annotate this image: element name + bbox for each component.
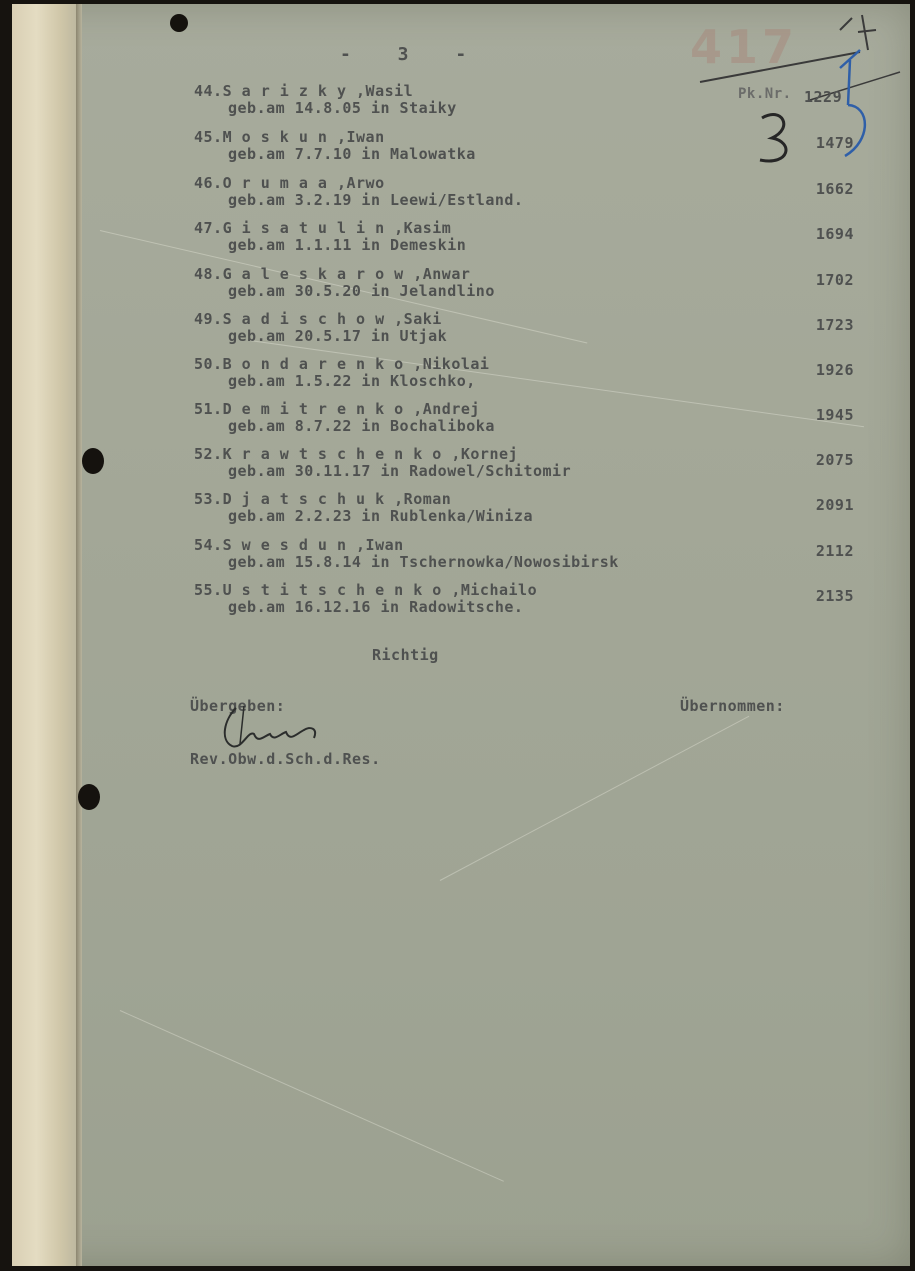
entry-birth: geb.am 15.8.14 in Tschernowka/Nowosibirsk: [228, 553, 619, 571]
entry-index-name: 55.U s t i t s c h e n k o ,Michailo: [194, 581, 538, 599]
entry-number: 1694: [815, 225, 854, 243]
list-item: [194, 355, 854, 399]
entry-birth: geb.am 30.5.20 in Jelandlino: [228, 282, 495, 300]
list-item: [194, 82, 854, 126]
list-item: [194, 490, 854, 534]
entry-birth: geb.am 1.5.22 in Kloschko,: [228, 372, 476, 390]
confirmation-text: Richtig: [372, 646, 439, 664]
entry-index-name: 47.G i s a t u l i n ,Kasim: [194, 219, 452, 237]
entry-birth: geb.am 8.7.22 in Bochaliboka: [228, 417, 495, 435]
entry-birth: geb.am 30.11.17 in Radowel/Schitomir: [228, 462, 572, 480]
list-item: [194, 174, 854, 218]
entry-index-name: 44.S a r i z k y ,Wasil: [194, 82, 414, 100]
entry-number: 2135: [815, 587, 854, 605]
list-item: [194, 219, 854, 263]
list-item: [194, 310, 854, 354]
taken-over-label: Übernommen:: [680, 697, 785, 715]
margin-fold: [76, 4, 82, 1266]
entry-number: 1479: [815, 134, 854, 152]
entry-number: 1926: [815, 361, 854, 379]
list-item: [194, 445, 854, 489]
entry-number: 2075: [815, 451, 854, 469]
list-item: [194, 128, 854, 172]
entry-number: 1702: [815, 271, 854, 289]
entry-birth: geb.am 7.7.10 in Malowatka: [228, 145, 476, 163]
entry-number-first: 1229: [804, 88, 843, 106]
entry-index-name: 52.K r a w t s c h e n k o ,Kornej: [194, 445, 519, 463]
entry-birth: geb.am 2.2.23 in Rublenka/Winiza: [228, 507, 533, 525]
entry-number: 1662: [815, 180, 854, 198]
page-number: - 3 -: [340, 44, 485, 65]
entry-index-name: 54.S w e s d u n ,Iwan: [194, 536, 404, 554]
entry-birth: geb.am 1.1.11 in Demeskin: [228, 236, 467, 254]
entry-number: 1723: [815, 316, 854, 334]
entry-index-name: 46.O r u m a a ,Arwo: [194, 174, 385, 192]
entry-birth: geb.am 3.2.19 in Leewi/Estland.: [228, 191, 524, 209]
entry-birth: geb.am 14.8.05 in Staiky: [228, 99, 457, 117]
list-item: [194, 265, 854, 309]
signatory-title: Rev.Obw.d.Sch.d.Res.: [190, 750, 381, 768]
paper-margin-strip: [12, 4, 82, 1266]
list-item: [194, 536, 854, 580]
entry-index-name: 50.B o n d a r e n k o ,Nikolai: [194, 355, 490, 373]
entry-index-name: 51.D e m i t r e n k o ,Andrej: [194, 400, 480, 418]
faded-stamp-mark: 417: [690, 20, 799, 74]
entry-index-name: 53.D j a t s c h u k ,Roman: [194, 490, 452, 508]
entry-birth: geb.am 20.5.17 in Utjak: [228, 327, 448, 345]
entry-birth: geb.am 16.12.16 in Radowitsche.: [228, 598, 524, 616]
list-item: [194, 400, 854, 444]
punch-hole-top: [82, 448, 104, 474]
entry-index-name: 49.S a d i s c h o w ,Saki: [194, 310, 442, 328]
list-item: [194, 581, 854, 625]
entry-index-name: 45.M o s k u n ,Iwan: [194, 128, 385, 146]
entry-number: 2112: [815, 542, 854, 560]
column-header-nr: Pk.Nr.: [738, 86, 792, 102]
handed-over-label: Übergeben:: [190, 697, 286, 715]
entry-number: 1945: [815, 406, 854, 424]
entry-index-name: 48.G a l e s k a r o w ,Anwar: [194, 265, 471, 283]
entry-number: 2091: [815, 496, 854, 514]
paper-tear: [170, 14, 188, 32]
punch-hole-bottom: [78, 784, 100, 810]
